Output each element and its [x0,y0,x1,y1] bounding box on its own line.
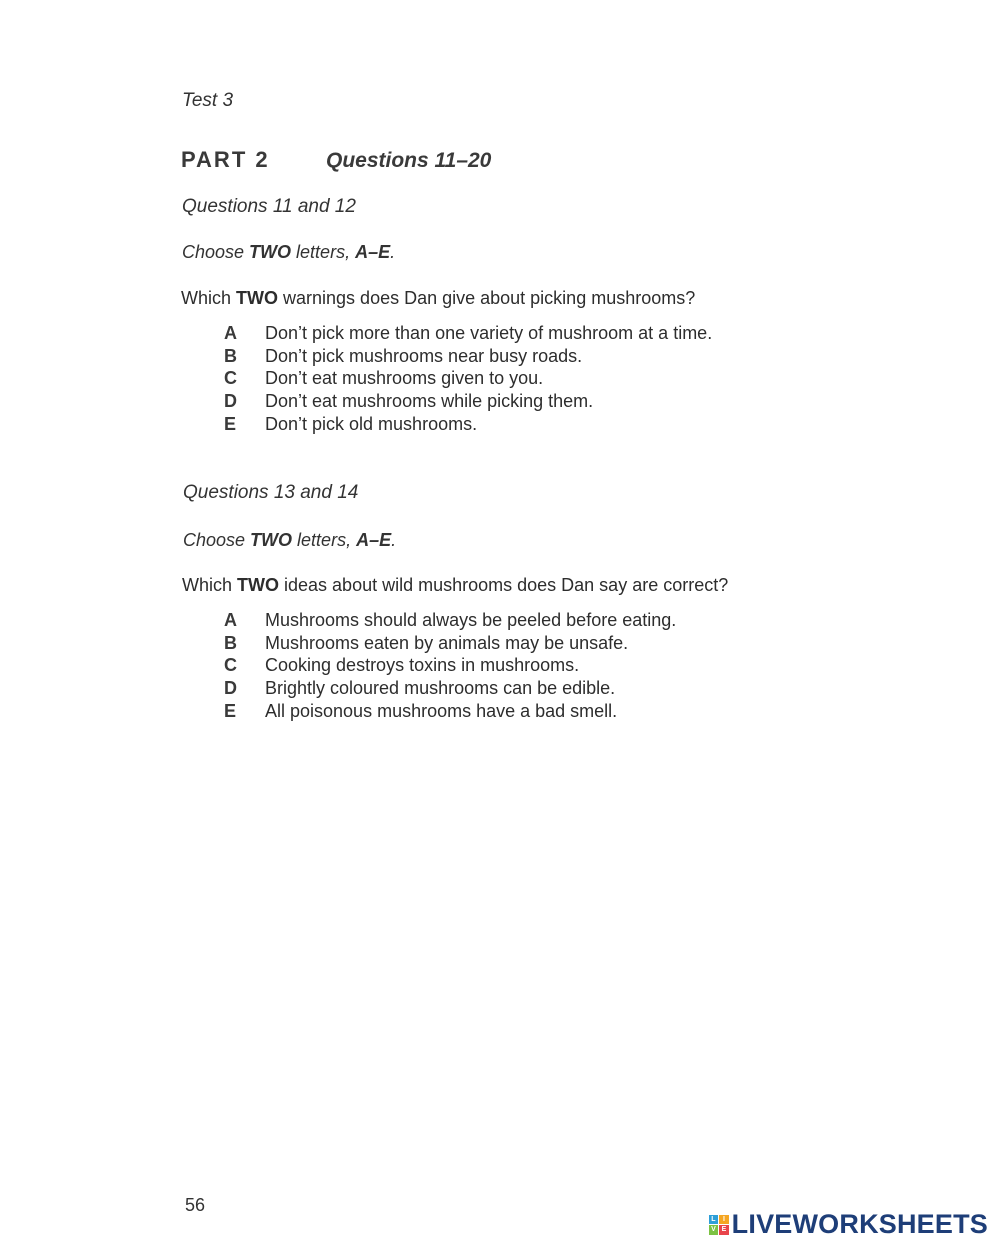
section-2-options [224,609,676,723]
option-letter: D [224,678,237,699]
option-item[interactable] [224,632,676,655]
section-2-question-stem: Which TWO ideas about wild mushrooms does Dan say are correct? [182,575,729,595]
section-1-options [224,322,712,436]
logo-letter: V [709,1225,719,1235]
option-item[interactable] [224,322,712,345]
option-text: Don’t pick mushrooms near busy roads. [265,345,583,366]
option-text: All poisonous mushrooms have a bad smell. [265,701,618,722]
section-1-question-stem: Which TWO warnings does Dan give about picking mushrooms? [181,288,696,308]
option-letter: D [224,391,237,412]
test-label: Test 3 [182,90,234,111]
option-text: Mushrooms should always be peeled before eating. [265,609,677,630]
liveworksheets-brand[interactable] [709,1209,988,1240]
section-1-instruction: Choose TWO letters, A–E. [182,242,396,262]
option-letter: C [224,368,237,389]
section-2-heading: Questions 13 and 14 [183,482,359,503]
option-text: Don’t pick old mushrooms. [265,414,478,435]
logo-letter: L [709,1215,719,1225]
option-item[interactable] [224,413,712,436]
part-label: PART 2 [181,147,270,172]
option-text: Don’t eat mushrooms given to you. [265,368,544,389]
brand-name: LIVEWORKSHEETS [731,1209,988,1239]
option-text: Mushrooms eaten by animals may be unsafe. [265,632,629,653]
option-item[interactable] [224,345,712,368]
option-item[interactable] [224,368,712,391]
option-item[interactable] [224,609,676,632]
option-text: Don’t pick more than one variety of mushroom at a time. [265,322,713,343]
option-item[interactable] [224,700,676,723]
option-letter: B [224,632,237,653]
option-text: Don’t eat mushrooms while picking them. [265,391,594,412]
logo-letter: I [719,1215,729,1225]
option-item[interactable] [224,655,676,678]
logo-letter: E [719,1225,729,1235]
liveworksheets-logo-icon [709,1215,729,1235]
option-letter: C [224,655,237,676]
section-1-heading: Questions 11 and 12 [182,196,356,217]
option-letter: B [224,345,237,366]
part-question-range: Questions 11–20 [326,149,492,172]
part-heading [181,147,491,173]
option-letter: E [224,414,237,435]
option-letter: E [224,701,237,722]
option-item[interactable] [224,390,712,413]
page-number: 56 [185,1195,206,1215]
option-item[interactable] [224,677,676,700]
option-text: Cooking destroys toxins in mushrooms. [265,655,580,676]
option-text: Brightly coloured mushrooms can be edible. [265,678,616,699]
option-letter: A [224,322,237,343]
section-2-instruction: Choose TWO letters, A–E. [183,530,397,550]
option-letter: A [224,609,237,630]
